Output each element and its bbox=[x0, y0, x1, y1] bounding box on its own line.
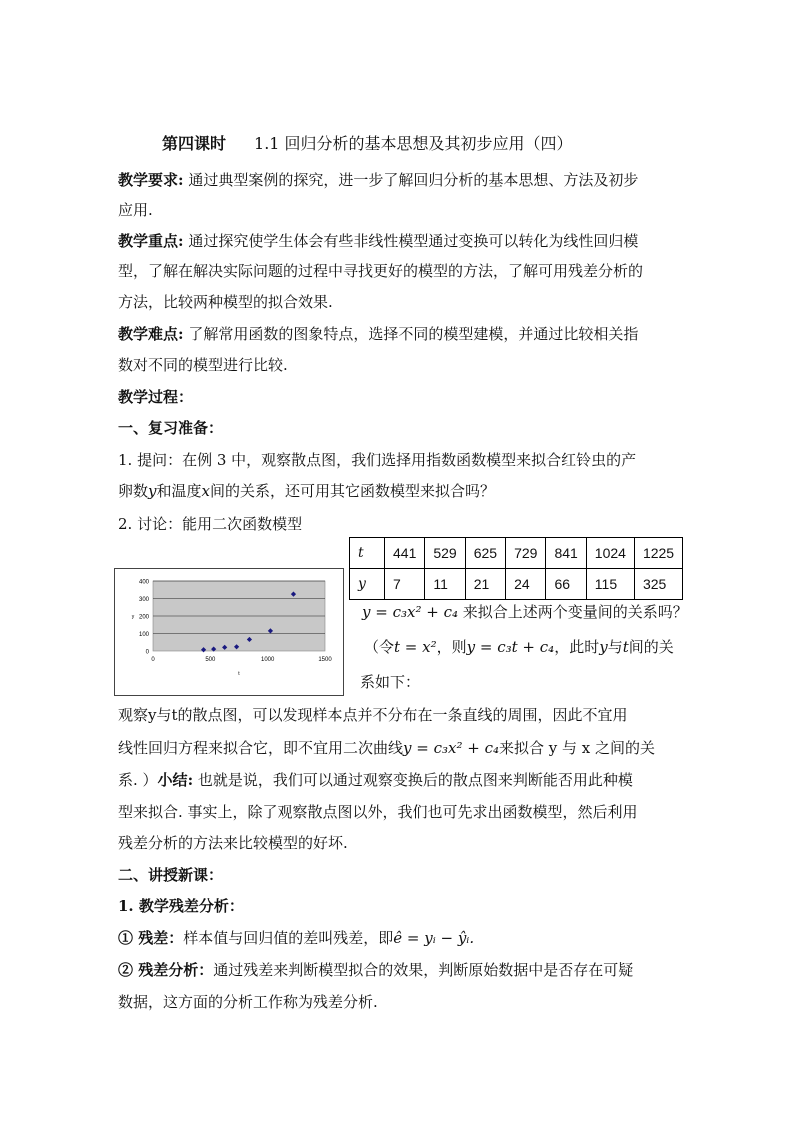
paragraph-line-5: 残差分析的方法来比较模型的好坏. bbox=[118, 834, 348, 852]
y-tick-label: 100 bbox=[138, 632, 149, 638]
difficulties-line-2: 数对不同的模型进行比较. bbox=[118, 356, 288, 374]
y-axis-label: y bbox=[131, 614, 135, 620]
row-label-t: t bbox=[350, 538, 385, 569]
requirements-line-2: 应用. bbox=[118, 201, 153, 219]
data-table bbox=[349, 537, 683, 600]
paragraph-line-2: 线性回归方程来拟合它，即不宜用二次曲线y = c₃x² + c₄来拟合 y 与 x 之间的关 bbox=[118, 739, 656, 757]
y-tick-label: 300 bbox=[138, 597, 149, 603]
key-points-line-1: 教学重点: 通过探究使学生体会有些非线性模型通过变换可以转化为线性回归模 bbox=[118, 232, 639, 250]
residual-analysis-line-2: 数据，这方面的分析工作称为残差分析. bbox=[118, 993, 378, 1011]
residual-analysis-heading: 1. 教学残差分析： bbox=[118, 897, 244, 915]
x-axis-label: t bbox=[238, 671, 240, 677]
section1-heading: 一、复习准备： bbox=[118, 419, 224, 437]
lesson-label: 第四课时 bbox=[162, 134, 227, 153]
key-points-line-2: 型，了解在解决实际问题的过程中寻找更好的模型的方法，了解可用残差分析的 bbox=[118, 262, 644, 280]
difficulties-line-1: 教学难点: 了解常用函数的图象特点，选择不同的模型建模，并通过比较相关指 bbox=[118, 325, 639, 343]
question2-line: 2. 讨论：能用二次函数模型 bbox=[118, 515, 303, 533]
question1-line-2: 卵数y和温度x间的关系，还可用其它函数模型来拟合吗？ bbox=[118, 482, 495, 500]
paragraph-line-4: 型来拟合. 事实上，除了观察散点图以外，我们也可先求出函数模型，然后利用 bbox=[118, 803, 638, 821]
y-tick-label: 0 bbox=[145, 649, 149, 656]
x-tick-label: 1000 bbox=[260, 657, 275, 663]
relation-line: 系如下： bbox=[360, 673, 421, 691]
y-tick-label: 200 bbox=[138, 614, 149, 621]
process-label: 教学过程： bbox=[118, 388, 194, 406]
paragraph-line-1: 观察y与t的散点图，可以发现样本点并不分布在一条直线的周围，因此不宜用 bbox=[118, 706, 628, 724]
section2-heading: 二、讲授新课： bbox=[118, 866, 224, 884]
row-label-y: y bbox=[350, 569, 385, 600]
residual-definition: ① 残差：样本值与回归值的差叫残差，即ê = yᵢ − ŷᵢ. bbox=[118, 929, 475, 947]
paragraph-line-3: 系. ）小结: 也就是说，我们可以通过观察变换后的散点图来判断能否用此种模 bbox=[118, 771, 633, 789]
table-row: y 7 11 21 24 66 115 325 bbox=[350, 569, 683, 600]
x-tick-label: 1500 bbox=[318, 657, 332, 663]
table-row: t 441 529 625 729 841 1024 1225 bbox=[350, 538, 683, 569]
substitution-line: （令t = x²，则y = c₃t + c₄，此时y与t间的关 bbox=[364, 638, 674, 656]
requirements-line-1: 教学要求: 通过典型案例的探究，进一步了解回归分析的基本思想、方法及初步 bbox=[118, 171, 639, 189]
model-line: y = c₃x² + c₄ 来拟合上述两个变量间的关系吗？ bbox=[362, 603, 688, 621]
difficulties-label: 教学难点 bbox=[118, 325, 179, 343]
scatter-chart-svg bbox=[115, 569, 343, 695]
key-points-line-3: 方法，比较两种模型的拟合效果. bbox=[118, 293, 333, 311]
residual-analysis-line-1: ② 残差分析：通过残差来判断模型拟合的效果，判断原始数据中是否存在可疑 bbox=[118, 961, 634, 979]
y-tick-label: 400 bbox=[138, 579, 149, 586]
residual-formula: ê = yᵢ − ŷᵢ. bbox=[393, 929, 475, 947]
x-tick-label: 500 bbox=[205, 657, 216, 663]
question1-line-1: 1. 提问：在例 3 中，观察散点图，我们选择用指数函数模型来拟合红铃虫的产 bbox=[118, 451, 637, 469]
scatter-chart bbox=[114, 568, 344, 696]
x-tick-label: 0 bbox=[151, 657, 155, 663]
page-title bbox=[162, 132, 573, 156]
lesson-topic: 1.1 回归分析的基本思想及其初步应用（四） bbox=[254, 134, 573, 153]
summary-label: 小结 bbox=[157, 771, 188, 789]
key-points-label: 教学重点 bbox=[118, 232, 179, 250]
requirements-label: 教学要求 bbox=[118, 171, 179, 189]
